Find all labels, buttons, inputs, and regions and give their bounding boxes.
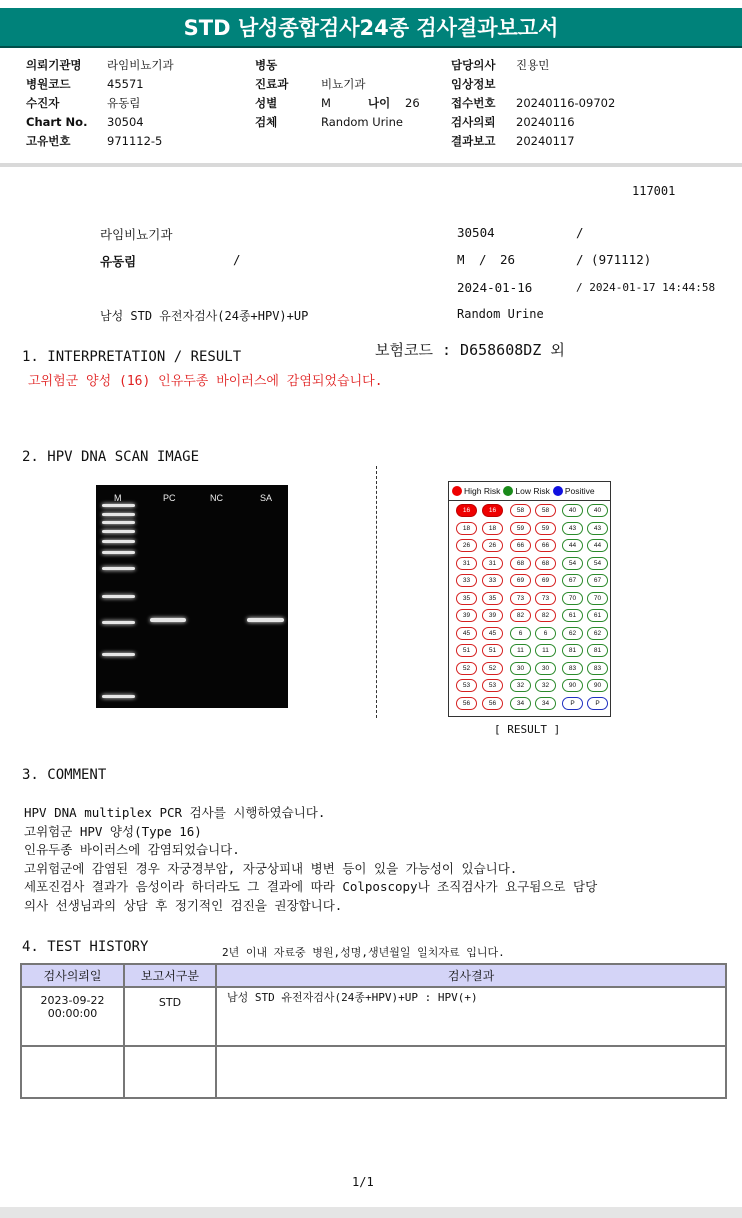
label-ward: 병동	[255, 58, 278, 72]
gel-band-pc	[150, 618, 186, 622]
gel-lane-label-pc: PC	[163, 493, 176, 503]
chip-spot-31: 31	[482, 557, 503, 570]
label-specimen: 검체	[255, 115, 278, 129]
chip-spot-6: 6	[535, 627, 556, 640]
chip-spot-58: 58	[535, 504, 556, 517]
chip-spot-32: 32	[510, 679, 531, 692]
chip-spot-44: 44	[587, 539, 608, 552]
section-1-heading	[22, 346, 241, 365]
chip-spot-52: 52	[456, 662, 477, 675]
label-requesting-clinic: 의뢰기관명	[26, 58, 82, 72]
chip-spot-58: 58	[510, 504, 531, 517]
chip-spot-67: 67	[587, 574, 608, 587]
high-risk-dot-icon	[452, 486, 462, 496]
chip-spot-52: 52	[482, 662, 503, 675]
chip-spot-35: 35	[482, 592, 503, 605]
value-request-date: 20240116	[516, 115, 575, 129]
section-2-heading	[22, 446, 199, 465]
chip-spot-53: 53	[482, 679, 503, 692]
chip-spot-68: 68	[535, 557, 556, 570]
comment-line: 인유두종 바이러스에 감염되었습니다.	[24, 842, 240, 857]
chip-spot-51: 51	[482, 644, 503, 657]
chip-spot-30: 30	[535, 662, 556, 675]
chip-spot-P: P	[587, 697, 608, 710]
chip-spot-54: 54	[587, 557, 608, 570]
gel-ladder-band	[102, 530, 135, 533]
chip-spot-40: 40	[562, 504, 583, 517]
value-report-date: 20240117	[516, 134, 575, 148]
label-hospital-code: 병원코드	[26, 77, 71, 91]
chip-spot-83: 83	[587, 662, 608, 675]
value-unique-no: 971112-5	[107, 134, 163, 148]
chip-spot-11: 11	[535, 644, 556, 657]
history-header-row	[21, 964, 726, 987]
chip-spot-33: 33	[456, 574, 477, 587]
header-col-1	[26, 56, 174, 151]
section-2-text: 2. HPV DNA SCAN IMAGE	[22, 449, 200, 465]
gel-ladder-band	[102, 621, 135, 624]
chip-spot-45: 45	[482, 627, 503, 640]
report-title: STD 남성종합검사24종 검사결과보고서	[0, 8, 742, 48]
value-department: 비뇨기과	[321, 77, 366, 91]
chip-spot-43: 43	[587, 522, 608, 535]
summary-date-2: / 2024-01-17 14:44:58	[576, 281, 716, 294]
chip-spot-68: 68	[510, 557, 531, 570]
chip-spot-40: 40	[587, 504, 608, 517]
gel-ladder-band	[102, 653, 135, 656]
summary-slash-3: /	[479, 252, 487, 267]
history-result	[216, 1046, 726, 1098]
chip-spot-30: 30	[510, 662, 531, 675]
header-col-2	[255, 56, 420, 132]
low-risk-dot-icon	[503, 486, 513, 496]
summary-test-name: 남성 STD 유전자검사(24종+HPV)+UP	[100, 309, 309, 323]
chip-spot-82: 82	[510, 609, 531, 622]
chip-spot-26: 26	[456, 539, 477, 552]
comment-line: 고위험군에 감염된 경우 자궁경부암, 자궁상피내 병변 등이 있을 가능성이 있습니다.	[24, 860, 518, 876]
chip-spot-6: 6	[510, 627, 531, 640]
value-doctor: 진용민	[516, 58, 550, 72]
gel-lane-label-nc: NC	[210, 493, 223, 503]
label-patient: 수진자	[26, 96, 60, 110]
value-receipt-no: 20240116-09702	[516, 96, 616, 110]
gel-ladder-band	[102, 695, 135, 698]
gel-background	[96, 485, 288, 708]
gel-image	[92, 481, 292, 712]
doc-number: 117001	[632, 184, 676, 198]
chip-spot-59: 59	[535, 522, 556, 535]
chip-legend	[449, 482, 610, 501]
chip-spot-73: 73	[535, 592, 556, 605]
label-clinical-info: 임상정보	[451, 77, 496, 91]
history-result: 남성 STD 유전자검사(24종+HPV)+UP : HPV(+)	[216, 987, 726, 1046]
chip-spot-67: 67	[562, 574, 583, 587]
table-row	[21, 1046, 726, 1098]
chip-spot-34: 34	[535, 697, 556, 710]
chip-spot-62: 62	[587, 627, 608, 640]
chip-spot-54: 54	[562, 557, 583, 570]
chip-spot-34: 34	[510, 697, 531, 710]
label-age: 나이	[368, 96, 391, 110]
chip-spot-P: P	[562, 697, 583, 710]
positive-dot-icon	[553, 486, 563, 496]
value-specimen: Random Urine	[321, 115, 403, 129]
chip-spot-90: 90	[587, 679, 608, 692]
gel-ladder-band	[102, 595, 135, 598]
value-requesting-clinic: 라임비뇨기과	[107, 58, 174, 72]
section-3-text: 3. COMMENT	[22, 767, 107, 783]
value-hospital-code: 45571	[107, 77, 144, 91]
chip-spot-11: 11	[510, 644, 531, 657]
legend-low-risk: Low Risk	[515, 486, 550, 496]
chip-spot-16: 16	[482, 504, 503, 517]
legend-high-risk: High Risk	[464, 486, 501, 496]
chip-spot-45: 45	[456, 627, 477, 640]
chip-spot-82: 82	[535, 609, 556, 622]
chip-spot-81: 81	[587, 644, 608, 657]
comment-line: 고위험군 HPV 양성(Type 16)	[24, 823, 202, 839]
chip-spot-61: 61	[587, 609, 608, 622]
interpretation-result: 고위험군 양성 (16) 인유두종 바이러스에 감염되었습니다.	[28, 374, 383, 389]
label-department: 진료과	[255, 77, 289, 91]
history-date: 2023-09-22	[40, 994, 105, 1007]
comment-line: 세포진검사 결과가 음성이라 하더라도 그 결과에 따라 Colposcopy나 조직검사가 요구됨으로 담당	[24, 879, 598, 894]
gel-ladder-band	[102, 567, 135, 570]
header-col-3	[451, 56, 615, 151]
label-sex: 성별	[255, 96, 278, 110]
chip-spot-18: 18	[482, 522, 503, 535]
value-sex: M	[321, 96, 331, 110]
chip-spot-51: 51	[456, 644, 477, 657]
gel-ladder-band	[102, 513, 135, 516]
chip-spot-44: 44	[562, 539, 583, 552]
chip-spot-90: 90	[562, 679, 583, 692]
summary-sex: M	[457, 252, 465, 267]
chip-spot-32: 32	[535, 679, 556, 692]
history-note: 2년 이내 자료중 병원,성명,생년월일 일치자료 입니다.	[222, 946, 505, 959]
chip-spot-43: 43	[562, 522, 583, 535]
chip-spot-61: 61	[562, 609, 583, 622]
chip-result-label: [ RESULT ]	[494, 723, 561, 736]
legend-positive: Positive	[564, 486, 595, 496]
chip-spot-70: 70	[587, 592, 608, 605]
chip-spot-66: 66	[535, 539, 556, 552]
chip-spot-69: 69	[510, 574, 531, 587]
chip-spot-81: 81	[562, 644, 583, 657]
section-3-heading	[22, 764, 106, 783]
history-header-type: 보고서구분	[124, 964, 216, 987]
history-header-result: 검사결과	[216, 964, 726, 987]
history-time: 00:00:00	[47, 1007, 98, 1020]
label-receipt-no: 접수번호	[451, 96, 496, 110]
section-1-text: 1. INTERPRETATION / RESULT	[22, 349, 242, 365]
summary-date-1: 2024-01-16	[457, 280, 533, 295]
summary-hospital: 라임비뇨기과	[100, 227, 173, 242]
chip-spot-53: 53	[456, 679, 477, 692]
chip-spot-73: 73	[510, 592, 531, 605]
value-patient: 유동림	[107, 96, 141, 110]
history-header-date: 검사의뢰일	[21, 964, 124, 987]
page-number: 1/1	[352, 1175, 374, 1189]
label-doctor: 담당의사	[451, 58, 496, 72]
label-report-date: 결과보고	[451, 134, 496, 148]
chip-spot-59: 59	[510, 522, 531, 535]
section-divider	[376, 466, 377, 718]
gel-ladder-band	[102, 551, 135, 554]
history-table	[20, 963, 727, 1099]
gel-ladder-band	[102, 521, 135, 524]
summary-patient: 유동림	[100, 254, 137, 269]
insurance-code: 보험코드 : D658608DZ 외	[375, 341, 565, 359]
section-4-heading	[22, 936, 148, 955]
summary-age: 26	[500, 252, 516, 267]
table-row	[21, 987, 726, 1046]
gel-ladder-band	[102, 540, 135, 543]
comment-line: HPV DNA multiplex PCR 검사를 시행하였습니다.	[24, 805, 326, 820]
label-unique-no: 고유번호	[26, 134, 71, 148]
chip-spot-83: 83	[562, 662, 583, 675]
gel-lane-label-m: M	[114, 493, 122, 503]
chip-spot-16: 16	[456, 504, 477, 517]
comment-block	[24, 804, 597, 915]
chip-spot-70: 70	[562, 592, 583, 605]
history-type: STD	[124, 987, 216, 1046]
gel-lane-label-sa: SA	[260, 493, 273, 503]
label-chart-no: Chart No.	[26, 115, 88, 129]
chip-spot-26: 26	[482, 539, 503, 552]
gel-ladder-band	[102, 504, 135, 507]
summary-id: / (971112)	[576, 252, 652, 267]
chip-spot-18: 18	[456, 522, 477, 535]
chip-spot-62: 62	[562, 627, 583, 640]
chip-spot-31: 31	[456, 557, 477, 570]
history-type	[124, 1046, 216, 1098]
header-divider	[0, 163, 742, 167]
chip-spot-39: 39	[482, 609, 503, 622]
gel-band-sa	[247, 618, 284, 622]
chip-spot-66: 66	[510, 539, 531, 552]
summary-specimen: Random Urine	[457, 307, 544, 321]
chip-spot-33: 33	[482, 574, 503, 587]
summary-slash-2: /	[233, 252, 241, 267]
chip-spot-35: 35	[456, 592, 477, 605]
hpv-dna-chip	[448, 481, 611, 717]
label-request-date: 검사의뢰	[451, 115, 496, 129]
footer-bar	[0, 1207, 742, 1218]
history-date-cell	[21, 987, 124, 1046]
comment-line: 의사 선생님과의 상담 후 정기적인 검진을 권장합니다.	[24, 897, 343, 913]
summary-slash-1: /	[576, 225, 584, 240]
value-chart-no: 30504	[107, 115, 144, 129]
chip-spot-39: 39	[456, 609, 477, 622]
chip-spot-56: 56	[456, 697, 477, 710]
chip-spot-69: 69	[535, 574, 556, 587]
summary-chart: 30504	[457, 225, 495, 240]
section-4-text: 4. TEST HISTORY	[22, 939, 149, 955]
history-date-cell	[21, 1046, 124, 1098]
value-age: 26	[405, 96, 420, 110]
chip-spot-56: 56	[482, 697, 503, 710]
